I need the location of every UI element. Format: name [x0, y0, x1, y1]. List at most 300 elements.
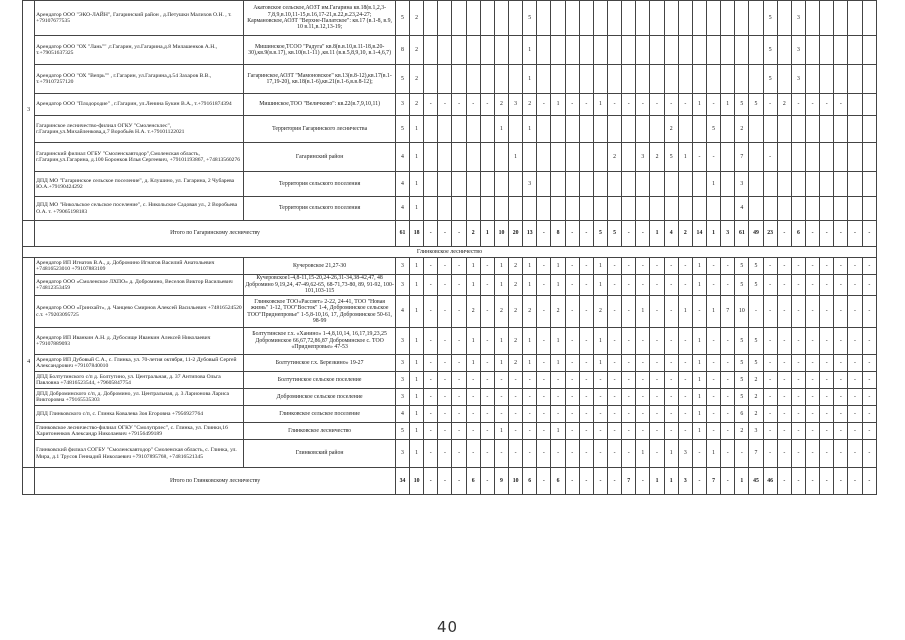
total-value-cell: 18 [410, 221, 424, 247]
value-cell: - [579, 296, 593, 328]
value-cell: - [480, 275, 494, 296]
value-cell: - [424, 372, 438, 389]
total-value-cell: - [565, 221, 579, 247]
value-cell [565, 143, 579, 172]
value-cell: 1 [410, 258, 424, 275]
value-cell [834, 143, 848, 172]
value-cell [537, 143, 551, 172]
total-value-cell: 3 [678, 468, 692, 495]
value-cell: - [721, 372, 735, 389]
value-cell: 3 [735, 172, 749, 197]
value-cell: 5 [735, 328, 749, 355]
value-cell: - [636, 258, 650, 275]
value-cell [848, 143, 862, 172]
value-cell [791, 143, 805, 172]
value-cell: - [820, 440, 834, 468]
value-cell [749, 172, 763, 197]
value-cell: - [664, 328, 678, 355]
value-cell: 3 [395, 389, 409, 406]
table-row [23, 275, 877, 296]
value-cell: 5 [735, 389, 749, 406]
total-value-cell: 45 [749, 468, 763, 495]
value-cell: 2 [777, 94, 791, 116]
value-cell: - [523, 423, 537, 440]
value-cell [537, 36, 551, 65]
value-cell: 1 [593, 275, 607, 296]
value-cell: - [707, 389, 721, 406]
value-cell: - [650, 258, 664, 275]
value-cell: 4 [735, 197, 749, 221]
value-cell: 5 [749, 258, 763, 275]
value-cell: - [777, 406, 791, 423]
value-cell: - [438, 440, 452, 468]
value-cell [622, 197, 636, 221]
value-cell: - [480, 440, 494, 468]
value-cell [579, 1, 593, 36]
value-cell: - [678, 355, 692, 372]
value-cell: - [763, 423, 777, 440]
value-cell [466, 1, 480, 36]
value-cell: 1 [410, 328, 424, 355]
value-cell: - [862, 440, 876, 468]
value-cell: - [579, 258, 593, 275]
value-cell [749, 1, 763, 36]
value-cell [466, 65, 480, 94]
value-cell [791, 172, 805, 197]
value-cell: - [438, 423, 452, 440]
section-title: Глинковское лесничество [23, 247, 877, 258]
value-cell: 1 [593, 258, 607, 275]
value-cell: - [537, 296, 551, 328]
value-cell: - [523, 406, 537, 423]
value-cell: 3 [395, 440, 409, 468]
value-cell: - [480, 389, 494, 406]
total-value-cell: 49 [749, 221, 763, 247]
value-cell: 2 [509, 296, 523, 328]
value-cell: 4 [395, 296, 409, 328]
value-cell: 1 [410, 406, 424, 423]
value-cell: - [438, 275, 452, 296]
value-cell: 1 [494, 275, 508, 296]
total-value-cell: 7 [622, 468, 636, 495]
value-cell: - [721, 275, 735, 296]
value-cell: 7 [721, 296, 735, 328]
value-cell: - [806, 372, 820, 389]
value-cell: - [763, 406, 777, 423]
value-cell [622, 116, 636, 143]
value-cell [452, 197, 466, 221]
value-cell [551, 116, 565, 143]
value-cell [622, 143, 636, 172]
total-value-cell: 20 [509, 221, 523, 247]
value-cell: - [650, 275, 664, 296]
value-cell [509, 116, 523, 143]
value-cell: 1 [410, 423, 424, 440]
value-cell: - [551, 406, 565, 423]
value-cell: 5 [395, 65, 409, 94]
value-cell: 3 [395, 94, 409, 116]
value-cell [608, 65, 622, 94]
value-cell: - [791, 94, 805, 116]
value-cell: - [579, 355, 593, 372]
value-cell [862, 172, 876, 197]
location-cell: Территория Гагаринского лесничества [244, 116, 396, 143]
value-cell: 1 [466, 275, 480, 296]
value-cell: - [608, 440, 622, 468]
tenant-cell: Арендатор ИП Игнатов В.А., д. Добромино Игнатов Василий Анатольевич +74816523010 +79107883109 [35, 258, 244, 275]
value-cell: - [608, 94, 622, 116]
value-cell: - [480, 355, 494, 372]
total-value-cell: 2 [678, 221, 692, 247]
value-cell: - [636, 355, 650, 372]
value-cell: - [763, 275, 777, 296]
value-cell: - [848, 440, 862, 468]
value-cell: 2 [410, 36, 424, 65]
value-cell: 2 [509, 355, 523, 372]
table-row [23, 116, 877, 143]
value-cell [791, 116, 805, 143]
value-cell: - [777, 328, 791, 355]
value-cell: - [820, 372, 834, 389]
value-cell [862, 94, 876, 116]
value-cell [608, 172, 622, 197]
value-cell: 1 [494, 328, 508, 355]
tenant-cell: Гагаринское лесничество-филиал ОГКУ "Смоленсклес", г.Гагарин,ул.Михайленкова,д.7 Воробьёв Н.А. т.+79101122021 [35, 116, 244, 143]
value-cell: - [424, 355, 438, 372]
value-cell [494, 36, 508, 65]
value-cell: - [763, 143, 777, 172]
total-label: Итого по Гагаринскому лесничеству [35, 221, 396, 247]
value-cell: - [565, 328, 579, 355]
value-cell [777, 197, 791, 221]
value-cell: - [777, 296, 791, 328]
total-value-cell: 23 [763, 221, 777, 247]
total-value-cell: 6 [523, 468, 537, 495]
value-cell [777, 36, 791, 65]
value-cell: 1 [707, 296, 721, 328]
total-value-cell: 9 [494, 468, 508, 495]
value-cell [579, 65, 593, 94]
value-cell [537, 197, 551, 221]
value-cell: 2 [749, 389, 763, 406]
value-cell: - [862, 355, 876, 372]
value-cell: - [721, 258, 735, 275]
table-row [23, 258, 877, 275]
value-cell: - [834, 406, 848, 423]
value-cell: - [777, 258, 791, 275]
value-cell [692, 65, 706, 94]
value-cell: - [509, 423, 523, 440]
value-cell: 2 [749, 406, 763, 423]
value-cell: 1 [494, 258, 508, 275]
value-cell [721, 65, 735, 94]
location-cell: Глинковское лесничество [244, 423, 396, 440]
value-cell: 1 [410, 143, 424, 172]
value-cell [834, 1, 848, 36]
value-cell: 4 [395, 406, 409, 423]
value-cell: 1 [523, 36, 537, 65]
value-cell: 1 [551, 328, 565, 355]
value-cell: 3 [395, 275, 409, 296]
value-cell [480, 36, 494, 65]
value-cell: - [579, 275, 593, 296]
total-value-cell: - [579, 221, 593, 247]
value-cell [678, 197, 692, 221]
value-cell: - [452, 406, 466, 423]
value-cell [466, 197, 480, 221]
value-cell [721, 1, 735, 36]
value-cell: - [579, 389, 593, 406]
value-cell [579, 143, 593, 172]
total-value-cell: - [721, 468, 735, 495]
value-cell: 5 [523, 1, 537, 36]
value-cell: 5 [735, 258, 749, 275]
value-cell: - [438, 406, 452, 423]
value-cell: 5 [749, 275, 763, 296]
value-cell: - [466, 389, 480, 406]
value-cell: 1 [410, 440, 424, 468]
value-cell [466, 116, 480, 143]
value-cell [579, 197, 593, 221]
value-cell: - [806, 389, 820, 406]
value-cell: 7 [735, 143, 749, 172]
value-cell: - [791, 440, 805, 468]
value-cell: - [862, 423, 876, 440]
total-value-cell: 61 [735, 221, 749, 247]
value-cell: 2 [735, 423, 749, 440]
value-cell: - [452, 423, 466, 440]
value-cell: 5 [735, 94, 749, 116]
value-cell [834, 36, 848, 65]
total-value-cell: - [636, 468, 650, 495]
value-cell: - [466, 423, 480, 440]
value-cell: - [438, 296, 452, 328]
value-cell: 1 [523, 275, 537, 296]
value-cell: - [791, 328, 805, 355]
value-cell: - [848, 389, 862, 406]
value-cell: - [834, 275, 848, 296]
value-cell: - [678, 94, 692, 116]
value-cell: - [777, 355, 791, 372]
value-cell: - [664, 406, 678, 423]
value-cell: - [820, 355, 834, 372]
value-cell: - [862, 389, 876, 406]
value-cell: - [834, 389, 848, 406]
value-cell: - [664, 94, 678, 116]
value-cell: 1 [692, 258, 706, 275]
total-value-cell: - [820, 468, 834, 495]
total-value-cell: 1 [480, 221, 494, 247]
value-cell: - [466, 372, 480, 389]
value-cell: 1 [707, 440, 721, 468]
value-cell: - [636, 423, 650, 440]
value-cell [848, 197, 862, 221]
value-cell: - [650, 94, 664, 116]
value-cell: - [848, 423, 862, 440]
value-cell [551, 143, 565, 172]
value-cell: 2 [551, 296, 565, 328]
report-sheet [22, 0, 877, 495]
value-cell: - [636, 328, 650, 355]
value-cell: - [678, 372, 692, 389]
value-cell [608, 36, 622, 65]
value-cell: - [678, 406, 692, 423]
value-cell [509, 65, 523, 94]
value-cell: - [636, 389, 650, 406]
tenant-cell: Глинковское лесничество-филиал ОГКУ "Смолупрлес", с. Глинка, ул. Глинки,16 Харитоненков Александр Николаевич +79156499189 [35, 423, 244, 440]
value-cell: 3 [395, 355, 409, 372]
value-cell: 5 [735, 355, 749, 372]
value-cell: 5 [749, 94, 763, 116]
value-cell: - [622, 389, 636, 406]
tenant-cell: ДПД Глинковского с/п, с. Глинка Ковалева Зоя Егоровна +7956927764 [35, 406, 244, 423]
value-cell [707, 1, 721, 36]
value-cell: - [862, 275, 876, 296]
value-cell: - [834, 372, 848, 389]
total-value-cell: 2 [466, 221, 480, 247]
value-cell: - [862, 296, 876, 328]
value-cell: - [424, 258, 438, 275]
value-cell: - [692, 296, 706, 328]
value-cell: - [834, 423, 848, 440]
value-cell: 3 [395, 328, 409, 355]
value-cell: 1 [494, 423, 508, 440]
value-cell: - [452, 372, 466, 389]
table-row [23, 94, 877, 116]
value-cell: 4 [395, 197, 409, 221]
value-cell [636, 116, 650, 143]
total-value-cell: - [820, 221, 834, 247]
value-cell: 5 [749, 328, 763, 355]
value-cell: - [509, 406, 523, 423]
table-row [23, 143, 877, 172]
table-row [23, 372, 877, 389]
value-cell: - [636, 275, 650, 296]
value-cell: 1 [494, 116, 508, 143]
location-cell: Кучеровское1-4,8-11,15-20,24-26,31-34,38-42,47, 48 Добромино 9,19,24, 47-49,62-65, 68-71,73-80, 89, 91-92, 100-101,103-115 [245, 275, 394, 295]
total-value-cell: 6 [791, 221, 805, 247]
value-cell: - [494, 440, 508, 468]
location-cell: Болтутинское сельское поселение [244, 372, 396, 389]
value-cell [452, 1, 466, 36]
value-cell: - [608, 423, 622, 440]
value-cell: 1 [494, 355, 508, 372]
value-cell: 1 [692, 406, 706, 423]
value-cell [862, 1, 876, 36]
value-cell: - [636, 372, 650, 389]
value-cell [806, 197, 820, 221]
value-cell: - [707, 275, 721, 296]
total-label: Итого по Глинковскому лесничеству [35, 468, 396, 495]
value-cell: - [452, 296, 466, 328]
total-value-cell: - [834, 221, 848, 247]
value-cell: 5 [735, 372, 749, 389]
value-cell [862, 36, 876, 65]
value-cell [565, 1, 579, 36]
table-row [23, 1, 877, 36]
value-cell [494, 197, 508, 221]
total-value-cell: - [438, 468, 452, 495]
value-cell: 1 [523, 258, 537, 275]
value-cell: - [494, 372, 508, 389]
value-cell [749, 65, 763, 94]
total-value-cell: 61 [395, 221, 409, 247]
value-cell [763, 172, 777, 197]
value-cell: 5 [763, 36, 777, 65]
location-cell: Мишинское,ТОО "Величково": кв.22(в.7,9,10,11) [244, 94, 396, 116]
value-cell: - [820, 423, 834, 440]
value-cell: - [763, 258, 777, 275]
value-cell: - [608, 275, 622, 296]
value-cell [565, 36, 579, 65]
value-cell [650, 116, 664, 143]
value-cell: 1 [523, 355, 537, 372]
value-cell: - [565, 440, 579, 468]
value-cell [862, 116, 876, 143]
value-cell: 1 [410, 296, 424, 328]
value-cell: - [424, 423, 438, 440]
value-cell [494, 1, 508, 36]
value-cell: - [763, 94, 777, 116]
value-cell: - [622, 372, 636, 389]
value-cell [692, 1, 706, 36]
value-cell: - [692, 143, 706, 172]
value-cell: - [622, 440, 636, 468]
value-cell: - [579, 94, 593, 116]
total-value-cell: - [862, 468, 876, 495]
tenant-cell: ДПД МО "Никольское сельское поселение", с. Никольское Садовая ул., 2 Воробьева О.А. т. +79065198183 [35, 197, 244, 221]
value-cell [692, 116, 706, 143]
value-cell: - [537, 355, 551, 372]
value-cell: - [848, 275, 862, 296]
total-value-cell: - [438, 221, 452, 247]
value-cell [806, 172, 820, 197]
value-cell: 1 [678, 296, 692, 328]
value-cell: - [791, 355, 805, 372]
value-cell: 5 [763, 1, 777, 36]
value-cell: - [749, 296, 763, 328]
value-cell [622, 1, 636, 36]
value-cell: - [551, 372, 565, 389]
value-cell: - [820, 406, 834, 423]
value-cell [735, 1, 749, 36]
value-cell [551, 1, 565, 36]
value-cell [834, 197, 848, 221]
value-cell [806, 65, 820, 94]
value-cell: - [537, 94, 551, 116]
value-cell [565, 197, 579, 221]
value-cell: - [608, 389, 622, 406]
value-cell [707, 197, 721, 221]
value-cell: 1 [410, 372, 424, 389]
value-cell [466, 143, 480, 172]
value-cell [636, 172, 650, 197]
value-cell: 1 [410, 355, 424, 372]
value-cell [452, 116, 466, 143]
value-cell: - [806, 406, 820, 423]
value-cell: - [806, 355, 820, 372]
value-cell: - [438, 355, 452, 372]
value-cell: - [707, 94, 721, 116]
table-row [23, 423, 877, 440]
value-cell: - [848, 406, 862, 423]
table-row [23, 197, 877, 221]
value-cell: 4 [395, 172, 409, 197]
location-cell: Доброминское сельское поселение [244, 389, 396, 406]
value-cell: 10 [735, 296, 749, 328]
total-value-cell: - [565, 468, 579, 495]
value-cell [636, 65, 650, 94]
